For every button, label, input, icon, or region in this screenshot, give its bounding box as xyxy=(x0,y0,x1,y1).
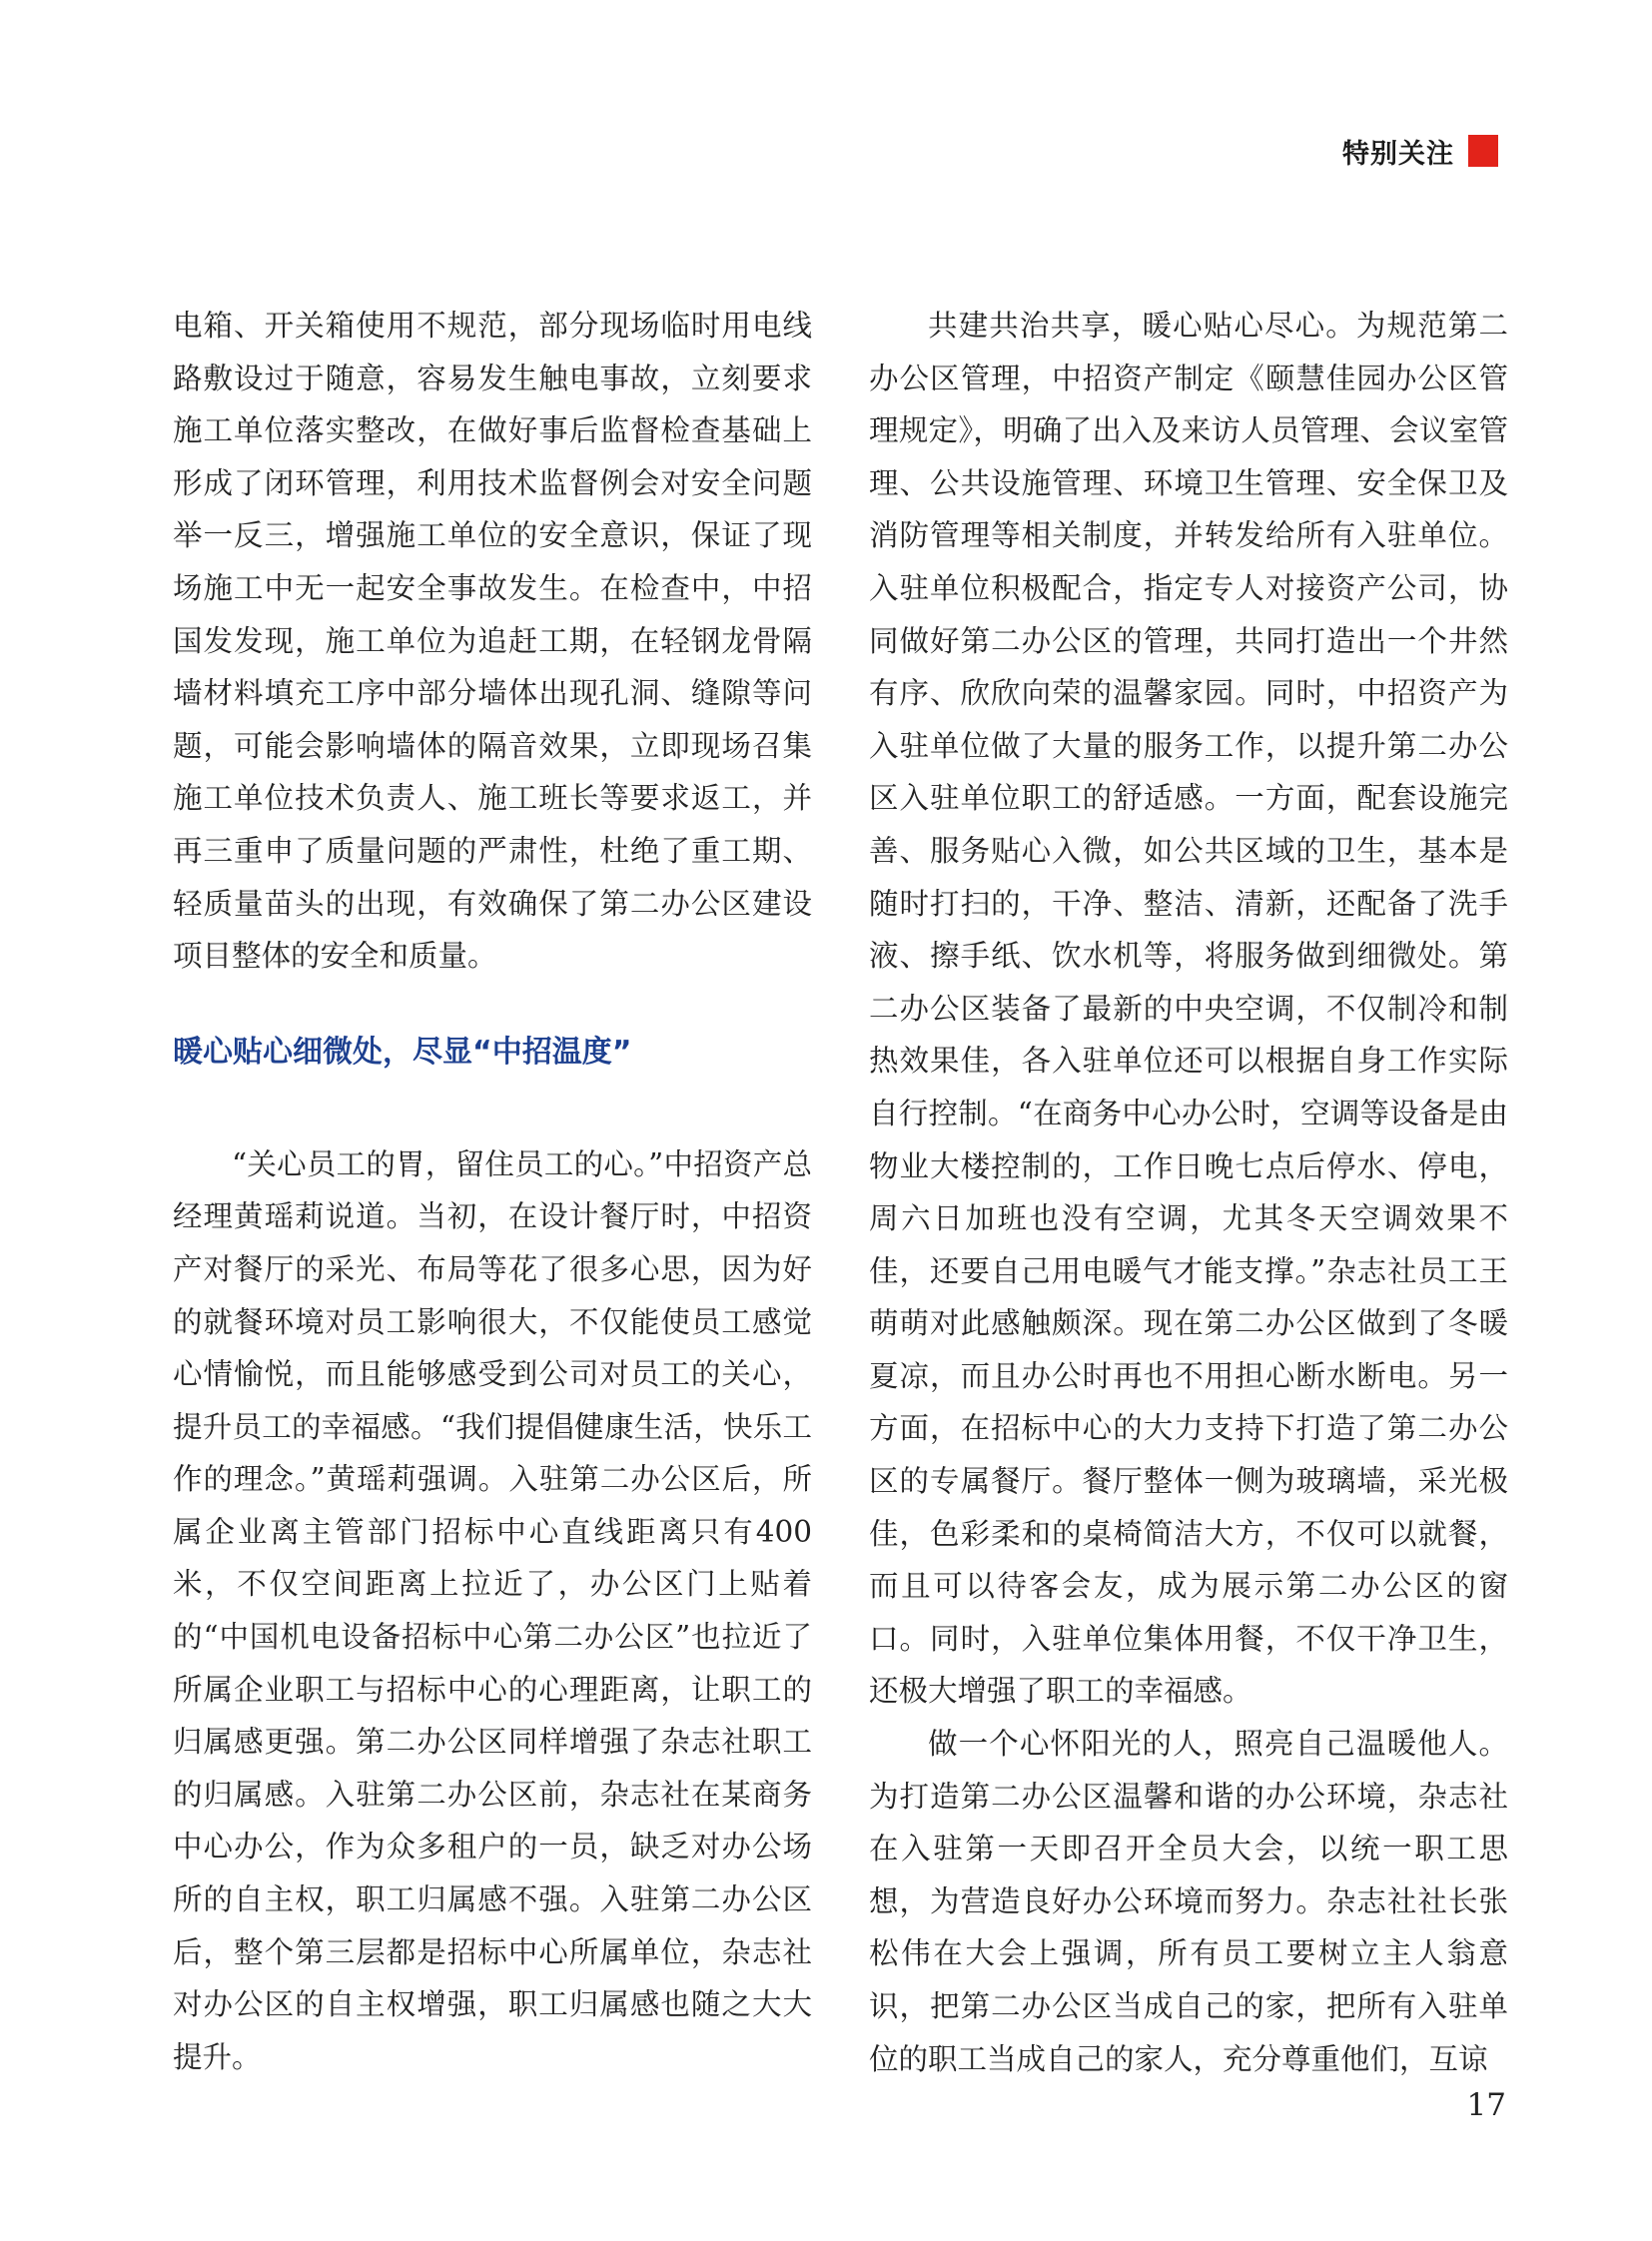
right-column xyxy=(869,300,1508,2085)
paragraph: “关心员工的胃，留住员工的心。”中招资产总经理黄瑶莉说道。当初，在设计餐厅时，中招资产对餐厅的采光、布局等花了很多心思，因为好的就餐环境对员工影响很大，不仅能使员工感觉心情愉悦，而且能够感受到公司对员工的关心，提升员工的幸福感。“我们提倡健康生活，快乐工作的理念。”黄瑶莉强调。入驻第二办公区后，所属企业离主管部门招标中心直线距离只有400米，不仅空间距离上拉近了，办公区门上贴着的“中国机电设备招标中心第二办公区”也拉近了所属企业职工与招标中心的心理距离，让职工的归属感更强。第二办公区同样增强了杂志社职工的归属感。入驻第二办公区前，杂志社在某商务中心办公，作为众多租户的一员，缺乏对办公场所的自主权，职工归属感不强。入驻第二办公区后，整个第三层都是招标中心所属单位，杂志社对办公区的自主权增强，职工归属感也随之大大提升。 xyxy=(173,1146,812,2074)
subheading: 暖心贴心细微处，尽显“中招温度” xyxy=(173,1034,632,1070)
section-header xyxy=(1342,133,1498,169)
section-marker-square xyxy=(1468,135,1498,167)
page-number: 17 xyxy=(1466,2087,1506,2123)
left-column xyxy=(173,300,812,2083)
section-label: 特别关注 xyxy=(1342,138,1454,170)
paragraph: 共建共治共享，暖心贴心尽心。为规范第二办公区管理，中招资产制定《颐慧佳园办公区管理规定》，明确了出入及来访人员管理、会议室管理、公共设施管理、环境卫生管理、安全保卫及消防管理等相关制度，并转发给所有入驻单位。入驻单位积极配合，指定专人对接资产公司，协同做好第二办公区的管理，共同打造出一个井然有序、欣欣向荣的温馨家园。同时，中招资产为入驻单位做了大量的服务工作，以提升第二办公区入驻单位职工的舒适感。一方面，配套设施完善、服务贴心入微，如公共区域的卫生，基本是随时打扫的，干净、整洁、清新，还配备了洗手液、擦手纸、饮水机等，将服务做到细微处。第二办公区装备了最新的中央空调，不仅制冷和制热效果佳，各入驻单位还可以根据自身工作实际自行控制。“在商务中心办公时，空调等设备是由物业大楼控制的，工作日晚七点后停水、停电，周六日加班也没有空调，尤其冬天空调效果不佳，还要自己用电暖气才能支撑。”杂志社员工王萌萌对此感触颇深。现在第二办公区做到了冬暖夏凉，而且办公时再也不用担心断水断电。另一方面，在招标中心的大力支持下打造了第二办公区的专属餐厅。餐厅整体一侧为玻璃墙，采光极佳，色彩柔和的桌椅简洁大方，不仅可以就餐，而且可以待客会友，成为展示第二办公区的窗口。同时，入驻单位集体用餐，不仅干净卫生，还极大增强了职工的幸福感。 xyxy=(869,309,1508,1709)
paragraph: 做一个心怀阳光的人，照亮自己温暖他人。为打造第二办公区温馨和谐的办公环境，杂志社在入驻第一天即召开全员大会，以统一职工思想，为营造良好办公环境而努力。杂志社社长张松伟在大会上强调，所有员工要树立主人翁意识，把第二办公区当成自己的家，把所有入驻单位的职工当成自己的家人，充分尊重他们，互谅 xyxy=(869,1727,1508,2076)
paragraph: 电箱、开关箱使用不规范，部分现场临时用电线路敷设过于随意，容易发生触电事故，立刻要求施工单位落实整改，在做好事后监督检查基础上形成了闭环管理，利用技术监督例会对安全问题举一反三，增强施工单位的安全意识，保证了现场施工中无一起安全事故发生。在检查中，中招国发发现，施工单位为追赶工期，在轻钢龙骨隔墙材料填充工序中部分墙体出现孔洞、缝隙等问题，可能会影响墙体的隔音效果，立即现场召集施工单位技术负责人、施工班长等要求返工，并再三重申了质量问题的严肃性，杜绝了重工期、轻质量苗头的出现，有效确保了第二办公区建设项目整体的安全和质量。 xyxy=(173,309,812,974)
